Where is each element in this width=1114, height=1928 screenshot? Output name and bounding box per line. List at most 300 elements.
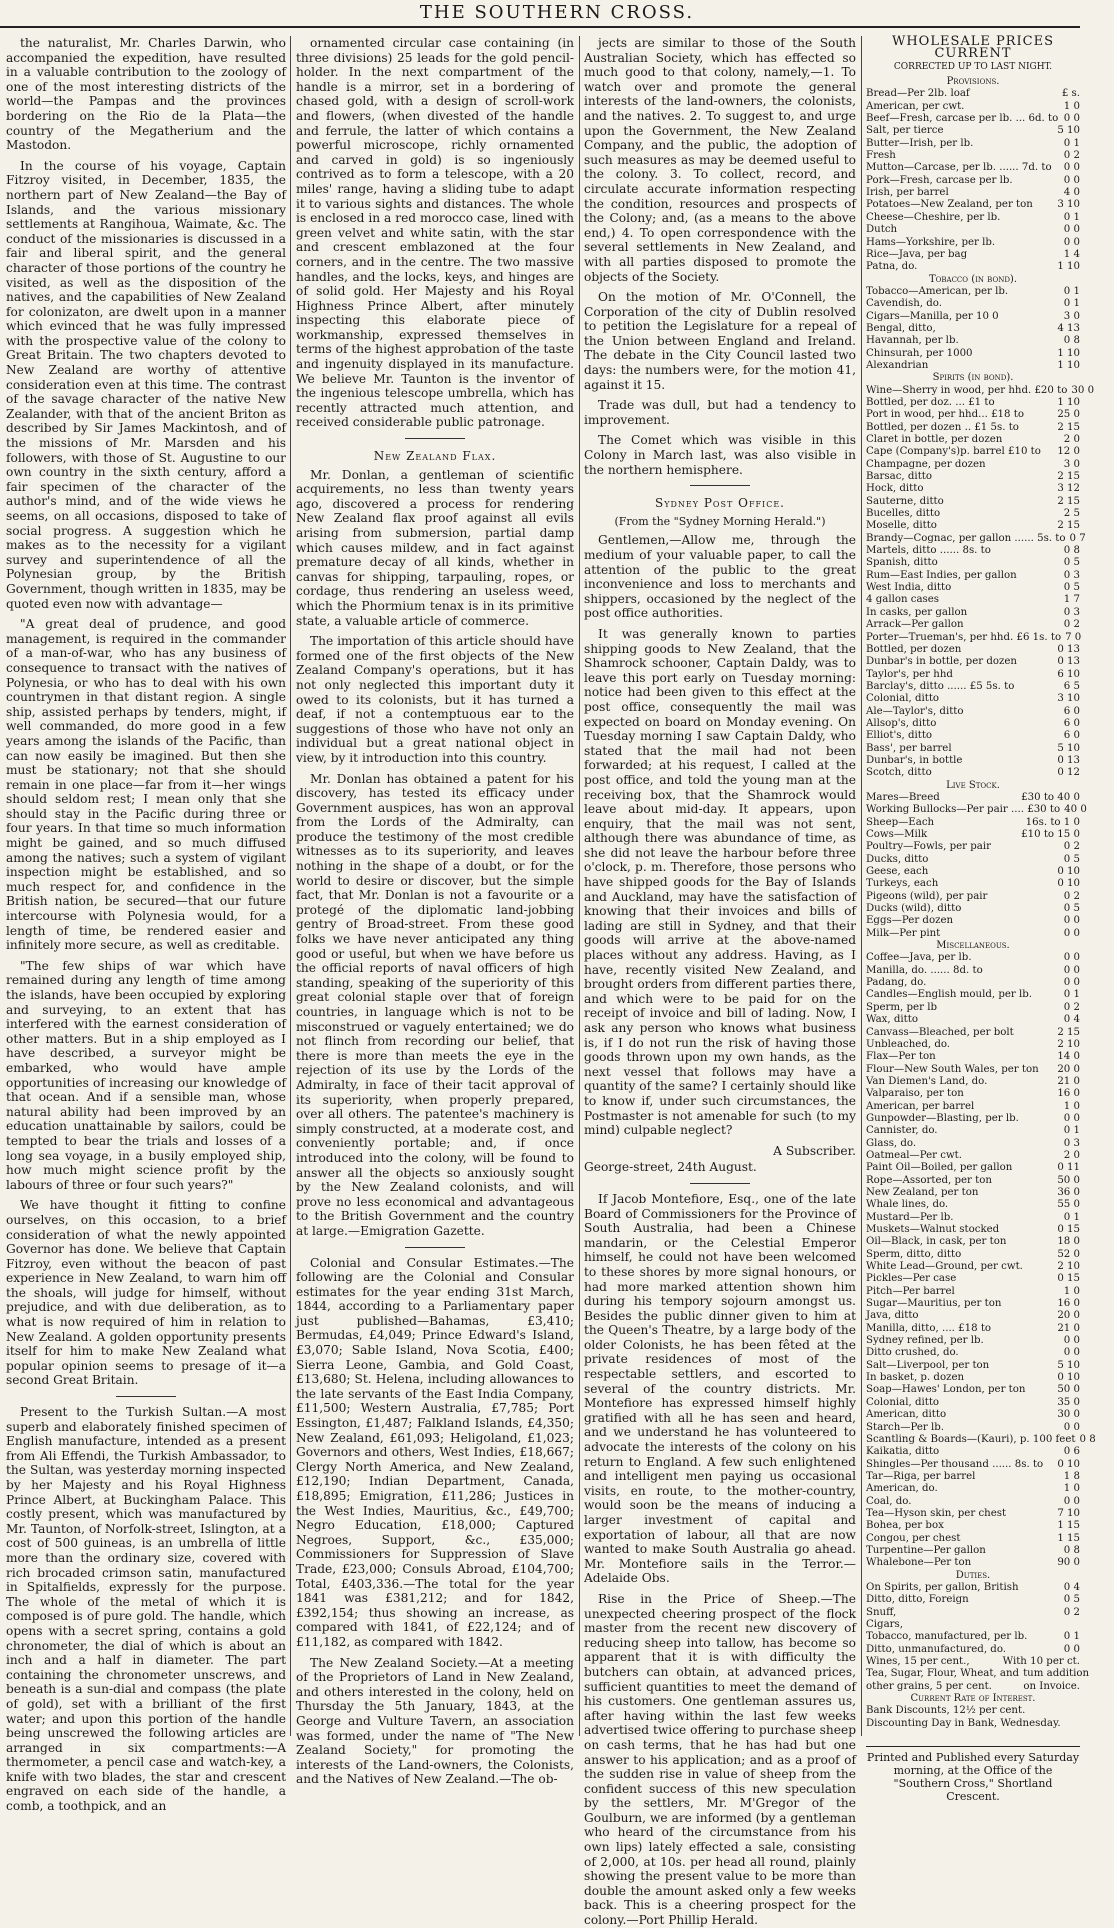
price-value: 20 0 xyxy=(1057,1063,1080,1075)
price-item: other grains, 5 per cent. xyxy=(866,1680,992,1692)
price-item: Bottled, per dozen .. £1 5s. to xyxy=(866,421,1019,433)
price-row xyxy=(866,632,1080,644)
price-value: 0 5 xyxy=(1063,903,1080,915)
price-row xyxy=(866,792,1080,804)
price-row xyxy=(866,520,1080,532)
price-row xyxy=(866,977,1080,989)
price-item: Irish, per barrel xyxy=(866,187,949,199)
column-divider xyxy=(861,36,862,1736)
price-value: 0 5 xyxy=(1063,557,1080,569)
price-value: 3 0 xyxy=(1063,310,1080,322)
price-value: 0 3 xyxy=(1063,1137,1080,1149)
price-value: 1 0 xyxy=(1063,1285,1080,1297)
price-row xyxy=(866,928,1080,940)
price-row xyxy=(866,1138,1080,1150)
price-row xyxy=(866,1224,1080,1236)
price-item: Sydney refined, per lb. xyxy=(866,1335,984,1347)
price-value: 5 10 xyxy=(1057,1359,1080,1371)
price-row xyxy=(866,138,1080,150)
price-value: 4 13 xyxy=(1057,322,1080,334)
price-item: Bread—Per 2lb. loaf xyxy=(866,88,970,100)
price-item: Dunbar's in bottle, per dozen xyxy=(866,656,1017,668)
price-item: Turpentine—Per gallon xyxy=(866,1544,986,1556)
price-row xyxy=(866,1236,1080,1248)
price-value: 0 8 xyxy=(1063,1544,1080,1556)
price-row xyxy=(866,1039,1080,1051)
price-value: 2 15 xyxy=(1057,421,1080,433)
price-value: 0 4 xyxy=(1063,1581,1080,1593)
price-value: 0 13 xyxy=(1057,656,1080,668)
price-item: Rum—East Indies, per gallon xyxy=(866,569,1017,581)
price-row xyxy=(866,804,1087,816)
price-item: Cigars—Manilla, per 10 0 xyxy=(866,310,999,322)
price-row xyxy=(866,1014,1080,1026)
price-item: Kaikatia, ditto xyxy=(866,1446,940,1458)
price-value: 0 0 xyxy=(1063,964,1080,976)
price-item: Oil—Black, in cask, per ton xyxy=(866,1236,1007,1248)
price-value: 0 15 xyxy=(1057,1273,1080,1285)
article-paragraph: The Comet which was visible in this Colony in March last, was also visible in the northern hemisphere. xyxy=(584,433,856,477)
price-row xyxy=(866,1298,1080,1310)
price-row xyxy=(866,1422,1080,1434)
price-item: Cannister, do. xyxy=(866,1125,938,1137)
price-item: Whalebone—Per ton xyxy=(866,1557,972,1569)
price-item: Muskets—Walnut stocked xyxy=(866,1224,1000,1235)
price-item: Geese, each xyxy=(866,866,929,878)
price-item: Sperm, per lb xyxy=(866,1001,937,1013)
price-value xyxy=(1076,1718,1080,1730)
price-item: On Spirits, per gallon, British xyxy=(866,1581,1019,1593)
price-value: 0 0 xyxy=(1063,1643,1080,1655)
price-value: 20 0 xyxy=(1057,1310,1080,1322)
price-value: 16 0 xyxy=(1057,1298,1080,1310)
price-row xyxy=(866,582,1080,594)
price-item: Starch—Per lb. xyxy=(866,1421,945,1433)
price-item: Barclay's, ditto ...... £5 5s. to xyxy=(866,680,1015,692)
price-value: 1 0 xyxy=(1063,1100,1080,1112)
price-item: New Zealand, per ton xyxy=(866,1186,979,1198)
price-item: Flax—Per ton xyxy=(866,1051,936,1063)
price-item: Ditto, ditto, Foreign xyxy=(866,1594,969,1606)
price-value: 30 0 xyxy=(1071,384,1095,396)
price-value: 0 1 xyxy=(1063,137,1080,149)
price-value: 16 0 xyxy=(1057,1088,1080,1100)
price-value: 0 0 xyxy=(1063,927,1080,939)
price-value: 50 0 xyxy=(1057,1384,1080,1396)
article-paragraph: If Jacob Montefiore, Esq., one of the late Board of Commissioners for the Province of South Australia, had been a Chinese mandarin, or the Celestial Emperor himself, he could not have been welcomed to these shores by more signal honours, or had more marked attention shown him during his tempory sojourn amongst us. Besides the public dinner given to him at the Queen's Theatre, by a large body of the older Colonists, he has been fêted at the private residences of most of the respectable settlers, and escorted to several of the country districts. Mr. Montefiore has expressed himself highly gratified with all he has seen and heard, and we understand he has volunteered to advocate the interests of the colony on his return to England. A few such enlightened and intelligent men paying us occasional visits, en route, to the mother-country, would soon be the means of inducing a larger investment of capital and exportation of labour, all that are now wanted to make South Australia go ahead. Mr. Montefiore sails in the Terror.—Adelaide Obs. xyxy=(584,1191,856,1586)
price-row xyxy=(866,1261,1080,1273)
price-value: 0 10 xyxy=(1057,866,1080,878)
column-divider xyxy=(579,36,580,1736)
price-item: Moselle, ditto xyxy=(866,520,937,532)
price-item: Sugar—Mauritius, per ton xyxy=(866,1298,1002,1310)
price-value: 1 10 xyxy=(1057,359,1080,371)
price-value: 2 10 xyxy=(1057,1261,1080,1273)
price-row xyxy=(866,1631,1080,1643)
price-value: 0 7 xyxy=(1069,532,1086,544)
price-section-heading: Provisions. xyxy=(946,76,1000,88)
price-value: 3 10 xyxy=(1057,693,1080,705)
price-row xyxy=(866,471,1080,483)
price-row xyxy=(866,261,1080,273)
price-item: Cape (Company's)p. barrel £10 to xyxy=(866,446,1041,458)
price-item: Brandy—Cognac, per gallon ...... 5s. to xyxy=(866,532,1066,544)
price-row xyxy=(866,1459,1080,1471)
price-item: In basket, p. dozen xyxy=(866,1372,965,1384)
price-item: Padang, do. xyxy=(866,977,927,989)
price-row xyxy=(866,150,1080,162)
price-value: 0 12 xyxy=(1057,767,1080,779)
price-item: Fresh xyxy=(866,150,896,162)
price-item: Wax, ditto xyxy=(866,1014,918,1026)
price-row xyxy=(866,989,1080,1001)
section-rule xyxy=(690,485,750,486)
price-item: Elliot's, ditto xyxy=(866,730,933,742)
price-value: 4 0 xyxy=(1063,187,1080,199)
price-sections xyxy=(866,76,1096,1730)
price-row xyxy=(866,212,1080,224)
price-row xyxy=(866,1594,1080,1606)
article-paragraph: In the course of his voyage, Captain Fitzroy visited, in December, 1835, the northern part of New Zealand—the Bay of Islands, and the various missionary settlements at Rangihoua, Waimate, &c. The conduct of the missionaries is discussed in a fair and liberal spirit, and the general character of those portions of the country he visited, as well as the disposition of the natives, and the capabilities of New Zealand for colonizaton, are dwelt upon in a manner which evinced that he was fully impressed with the prospective value of the colony to Great Britain. The two chapters devoted to New Zealand are worthy of attentive consideration even at this time. The contrast of the savage character of the native New Zealander, with that of the ancient Briton as described by Sir James Mackintosh, and of the missions of Mr. Marsden and his followers, with those of St. Augustine to our own country in the sixth century, afford a fair specimen of the character of the author's mind, and of the wide views he seems, on all occasions, disposed to take of social progress. A suggestion which he makes as to the necessity for a vigilant survey and superintendence of all the Polynesian group, by the British Government, though written in 1835, may be quoted even now with advantage— xyxy=(6,158,286,611)
price-row xyxy=(866,1347,1080,1359)
article-paragraph: The importation of this article should have formed one of the first objects of the New Zealand Company's operations, but it has not only neglected this important duty it owed to its colonists, but it has turned a deaf, if not a contemptuous ear to the suggestions of those who have not only an individual but a great national object in view, by it introduction into this country. xyxy=(296,634,574,765)
price-value: 6 10 xyxy=(1057,668,1080,680)
price-row xyxy=(866,1656,1080,1668)
price-row xyxy=(866,1668,1090,1680)
price-value: 5 10 xyxy=(1057,742,1080,754)
price-item: Mutton—Carcase, per lb. ...... 7d. to xyxy=(866,162,1052,174)
price-value: 3 12 xyxy=(1057,483,1080,495)
price-section-heading: Tobacco (in bond). xyxy=(928,273,1018,285)
article-paragraph: Mr. Donlan, a gentleman of scientific acquirements, no less than twenty years ago, discovered a process for rendering New Zealand flax proof against all evils arising from submersion, partial damp which causes mildew, and in fact against premature decay of all kinds, whether in canvas for shipping, tarpauling, ropes, or cordage, thus rendering an useless weed, which the Phormium tenax is in its primitive state, a valuable article of commerce. xyxy=(296,467,574,628)
price-value: 7 10 xyxy=(1057,1507,1080,1519)
price-value: 0 5 xyxy=(1063,582,1080,594)
letter-date: George-street, 24th August. xyxy=(584,1160,757,1175)
price-row xyxy=(866,891,1080,903)
price-item: Turkeys, each xyxy=(866,878,939,890)
price-row xyxy=(866,1162,1080,1174)
price-row xyxy=(866,335,1080,347)
price-row xyxy=(866,730,1080,742)
price-item: Van Diemen's Land, do. xyxy=(866,1075,988,1087)
price-row xyxy=(866,1310,1080,1322)
price-item: Ducks, ditto xyxy=(866,853,929,865)
price-item: Cavendish, do. xyxy=(866,298,942,310)
price-value: £30 to 40 0 xyxy=(1021,791,1080,803)
price-item: Wines, 15 per cent., xyxy=(866,1656,970,1668)
price-value: 0 0 xyxy=(1063,915,1080,927)
price-value: 14 0 xyxy=(1057,1051,1080,1063)
price-item: Valparaiso, per ton xyxy=(866,1088,964,1100)
price-item: Sperm, ditto, ditto xyxy=(866,1248,962,1260)
price-value: 0 0 xyxy=(1063,174,1080,186)
price-value: 2 5 xyxy=(1063,508,1080,520)
price-value: 0 1 xyxy=(1063,1631,1080,1643)
price-value: 0 0 xyxy=(1063,236,1080,248)
price-row xyxy=(866,286,1080,298)
price-item: Champagne, per dozen xyxy=(866,458,986,470)
price-value xyxy=(1076,1705,1080,1717)
price-section-heading: Live Stock. xyxy=(946,779,1000,791)
price-value: 40 0 xyxy=(1064,804,1087,816)
price-row xyxy=(866,866,1080,878)
price-item: Porter—Trueman's, per hhd. £6 1s. to xyxy=(866,631,1062,643)
price-value: 0 3 xyxy=(1063,569,1080,581)
price-row xyxy=(866,360,1080,372)
price-item: Milk—Per pint xyxy=(866,927,941,939)
price-item: Allsop's, ditto xyxy=(866,717,937,729)
price-value: 2 15 xyxy=(1057,471,1080,483)
price-value: 3 0 xyxy=(1063,458,1080,470)
price-row xyxy=(866,1101,1080,1113)
price-row xyxy=(866,841,1080,853)
price-row xyxy=(866,249,1080,261)
price-item: Taylor's, per hhd xyxy=(866,668,953,680)
price-item: Glass, do. xyxy=(866,1137,917,1149)
price-item: West India, ditto xyxy=(866,582,952,594)
price-value: tum addition xyxy=(1023,1668,1090,1680)
price-item: Mares—Breed xyxy=(866,791,940,803)
price-section-heading: Spirits (in bond). xyxy=(932,372,1014,384)
price-item: Dunbar's, in bottle xyxy=(866,754,963,766)
price-row xyxy=(866,644,1080,656)
price-item: Bottled, per doz. ... £1 to xyxy=(866,396,995,408)
price-row xyxy=(866,237,1080,249)
price-item: Spanish, ditto xyxy=(866,557,938,569)
price-item: Rice—Java, per bag xyxy=(866,248,968,260)
price-row xyxy=(866,409,1080,421)
price-row xyxy=(866,1002,1080,1014)
price-row xyxy=(866,1718,1080,1730)
price-row xyxy=(866,101,1080,113)
price-row xyxy=(866,1681,1080,1693)
price-value: 90 0 xyxy=(1057,1557,1080,1569)
price-value: 0 10 xyxy=(1057,1372,1080,1384)
price-value: 0 0 xyxy=(1063,1347,1080,1359)
article-paragraph: the naturalist, Mr. Charles Darwin, who accompanied the expedition, have resulted in a valuable contribution to the zoology of one of the most interesting districts of the world—the Pampas and the provinces bordering on the Rio de la Plata—the country of the Megatherium and the Mastodon. xyxy=(6,36,286,153)
price-row xyxy=(866,693,1080,705)
price-item: White Lead—Ground, per cwt. xyxy=(866,1261,1023,1273)
article-paragraph: Present to the Turkish Sultan.—A most superb and elaborately finished specimen of English manufacture, intended as a present from Ali Effendi, the Turkish Ambassador, to the Sultan, was yesterday morning inspected by her Majesty and his Royal Highness Prince Albert, at Buckingham Palace. This costly present, which was manufactured by Mr. Taunton, of Norfolk-street, Islington, at a cost of 500 guineas, is an umbrella of little more than the ordinary size, covered with rich brocaded crimson satin, manufactured in Spitalfields, expressly for the purpose. The whole of the metal of which it is composed is of pure gold. The handle, which opens with a secret spring, contains a gold chronometer, the dial of which is about an inch and a half in diameter. The part containing the chronometer unscrews, and beneath is a sun-dial and compass (the plate of gold), set with a brilliant of the first water; and upon this portion of the handle being unscrewed the following articles are arranged in six compartments:—A thermometer, a pencil case and watch-key, a knife with two blades, the star and crescent engraved on each side of the handle, a comb, a toothpick, and an xyxy=(6,1405,286,1814)
letter-signature: A Subscriber. xyxy=(773,1143,856,1158)
price-item: Martels, ditto ...... 8s. to xyxy=(866,545,991,557)
price-item: Tobacco—American, per lb. xyxy=(866,285,1009,297)
article-paragraph: ornamented circular case containing (in three divisions) 25 leads for the gold pencil-holder. In the next compartment of the handle is a mirror, set in a bordering of chased gold, with a design of scroll-work and flowers, (when divested of the handle and ferrule, the latter of which contains a powerful microscope, richly ornamented and carved in gold) is so ingeniously contrived as to form a telescope, with a 20 miles' range, having a sliding tube to adapt it to various sights and distances. The whole is enclosed in a red morocco case, lined with green velvet and white satin, with the star and crescent emblazoned at the four corners, and in the centre. The two massive handles, and the locks, keys, and hinges are of solid gold. Her Majesty and his Royal Highness Prince Albert, after minutely inspecting this elaborate piece of workmanship, expressed themselves in terms of the highest approbation of the taste and ingenuity displayed in its manufacture. We believe Mr. Taunton is the inventor of the ingenious telescope umbrella, which has recently attracted much attention, and received considerable public patronage. xyxy=(296,36,574,430)
price-row xyxy=(866,434,1080,446)
imprint-footer: Printed and Published every Saturday morning, at the Office of the "Southern Cross," Shortland Crescent. xyxy=(866,1746,1080,1803)
price-item: Pitch—Per barrel xyxy=(866,1285,955,1297)
price-item: Port in wood, per hhd... £18 to xyxy=(866,409,1024,421)
price-item: Cows—Milk xyxy=(866,829,928,840)
price-value: 0 15 xyxy=(1057,1224,1080,1235)
price-section-heading: Miscellaneous. xyxy=(936,940,1010,952)
article-paragraph: Rise in the Price of Sheep.—The unexpected cheering prospect of the flock master from the recent new discovery of reducing sheep into tallow, has become so apparent that it is with difficulty the butchers can obtain, at advanced prices, sufficient quantities to meet the demand of his customers. One gentleman assures us, after having within the last few weeks advertised twice offering to purchase sheep on cash terms, that he has had but one answer to his application; and as a proof of the sudden rise in value of sheep from the confident success of this new speculation by the settlers, Mr. M'Gregor of the Goulburn, we are informed (by a gentleman who heard of the circumstance from his own lips) lately effected a sale, consisting of 2,000, at 10s. per head all round, plainly showing the present value to be more than double the amount asked only a few weeks back. This is a cheering prospect for the colony.—Port Phillip Herald. xyxy=(584,1591,856,1928)
price-item: Ducks (wild), ditto xyxy=(866,903,962,915)
price-value: 0 0 xyxy=(1063,113,1080,125)
price-row xyxy=(866,446,1080,458)
price-item: Arrack—Per gallon xyxy=(866,619,964,631)
price-item: Sheep—Each xyxy=(866,816,935,828)
price-item: Ale—Taylor's, ditto xyxy=(866,705,964,717)
price-row xyxy=(866,854,1080,866)
price-row xyxy=(866,1187,1080,1199)
price-value: 2 15 xyxy=(1057,520,1080,532)
article-paragraph: On the motion of Mr. O'Connell, the Corporation of the city of Dublin resolved to petition the Legislature for a repeal of the Union between England and Ireland. The debate in the City Council lasted two days: the numbers were, for the motion 41, against it 15. xyxy=(584,290,856,392)
price-value: 12 0 xyxy=(1057,446,1080,458)
price-item: Soap—Hawes' London, per ton xyxy=(866,1384,1026,1396)
price-row xyxy=(866,594,1080,606)
masthead: THE SOUTHERN CROSS. xyxy=(419,2,695,23)
price-value: 5 10 xyxy=(1057,125,1080,137)
price-value: 0 2 xyxy=(1063,150,1080,162)
price-item: Mustard—Per lb. xyxy=(866,1211,954,1223)
price-row xyxy=(866,224,1080,236)
price-value: 0 0 xyxy=(1063,977,1080,989)
price-value: 6 0 xyxy=(1063,717,1080,729)
price-value: 1 10 xyxy=(1057,261,1080,273)
price-value: 0 8 xyxy=(1079,1433,1096,1445)
price-value: 6 5 xyxy=(1063,680,1080,692)
price-value: 1 4 xyxy=(1063,248,1080,260)
price-item: Ditto crushed, do. xyxy=(866,1347,959,1359)
price-item: Gunpowder—Blasting, per lb. xyxy=(866,1112,1019,1124)
price-item: Barsac, ditto xyxy=(866,471,933,483)
article-paragraph: Mr. Donlan has obtained a patent for his discovery, has tested its efficacy under Government auspices, has won an approval from the Lords of the Admiralty, can produce the testimony of the most credible witnesses as to its superiority, and leaves nothing in the shape of a doubt, or for the world to desire or discover, but the simple fact, that Mr. Donlan is not a favourite or a protegé of the diplomatic land-jobbing gentry of Broad-street. From these good folks we have never anticipated any thing good or useful, but when we have before us the official reports of naval officers of high standing, speaking of the superiority of this great colonial staple over that of foreign countries, in language which is not to be misconstrued or vaguely entertained; we do not flinch from recording our belief, that there is more than meets the eye in the rejection of its use by the Lords of the Admiralty, in face of their tacit approval of its superiority, when properly prepared, over all others. The patentee's machinery is simply constructed, at a moderate cost, and conveniently portable; and, if once introduced into the colony, will be found to answer all the objects so anxiously sought by the New Zealand colonists, and will prove no less economical and advantageous to the British Government and the country at large.—Emigration Gazette. xyxy=(296,771,574,1238)
price-item: Bohea, per box xyxy=(866,1520,944,1532)
price-row xyxy=(866,199,1080,211)
price-value: £10 to 15 0 xyxy=(1021,829,1080,840)
price-value: 1 0 xyxy=(1063,100,1080,112)
column-divider xyxy=(290,36,291,1736)
price-item: Salt—Liverpool, per ton xyxy=(866,1359,990,1371)
price-value: 52 0 xyxy=(1057,1248,1080,1260)
price-value: 55 0 xyxy=(1057,1199,1080,1211)
price-value: 2 15 xyxy=(1057,1026,1080,1038)
article-paragraph: Trade was dull, but had a tendency to improvement. xyxy=(584,398,856,427)
price-value: 35 0 xyxy=(1057,1396,1080,1408)
price-value: 0 2 xyxy=(1063,890,1080,902)
price-row xyxy=(866,1705,1080,1717)
price-item: Paint Oil—Boiled, per gallon xyxy=(866,1162,1013,1174)
price-item: Beef—Fresh, carcase per lb. ... 6d. to xyxy=(866,113,1059,125)
price-row xyxy=(866,1433,1096,1446)
price-value: 30 0 xyxy=(1057,1409,1080,1421)
price-value: 0 8 xyxy=(1063,545,1080,557)
price-value: 0 3 xyxy=(1063,606,1080,618)
price-row xyxy=(866,1619,1080,1631)
price-value: 2 0 xyxy=(1063,434,1080,445)
price-row xyxy=(866,681,1080,693)
column-2 xyxy=(296,36,574,1787)
price-item: Cigars, xyxy=(866,1619,903,1630)
price-row xyxy=(866,1249,1080,1261)
price-row xyxy=(866,903,1080,915)
price-item: Bottled, per dozen xyxy=(866,643,962,655)
price-row xyxy=(866,1644,1080,1656)
price-value: 0 13 xyxy=(1057,754,1080,766)
article-paragraph: The New Zealand Society.—At a meeting of the Proprietors of Land in New Zealand, and others interested in the colony, held on Thursday the 5th January, 1843, at the George and Vulture Tavern, an association was formed, under the name of "The New Zealand Society," for promoting the interests of the Land-owners, the Colonists, and the Natives of New Zealand.—The ob- xyxy=(296,1655,574,1787)
price-item: Working Bullocks—Per pair .... £30 to xyxy=(866,804,1061,816)
price-row xyxy=(866,348,1080,360)
price-item: Bass', per barrel xyxy=(866,742,952,754)
price-row xyxy=(866,1372,1080,1384)
prices-title: WHOLESALE PRICES CURRENT xyxy=(891,34,1055,62)
price-value: 0 0 xyxy=(1063,1495,1080,1507)
price-item: 4 gallon cases xyxy=(866,594,940,606)
price-value: 0 0 xyxy=(1063,952,1080,964)
price-value: 1 7 xyxy=(1063,594,1080,606)
price-value: 21 0 xyxy=(1057,1075,1080,1087)
price-row xyxy=(866,1088,1080,1100)
price-item: Dutch xyxy=(866,224,898,236)
article-paragraph: It was generally known to parties shipping goods to New Zealand, that the Shamrock schooner, Captain Daldy, was to leave this port early on Tuesday morning: notice had been given to this effect at the post office, consequently the mail was expected on board on Monday evening. On Tuesday morning I saw Captain Daldy, who stated that the mail had not been forwarded; at his request, I called at the post office, and told the young man at the receiving box, that the Shamrock would leave about mid-day. It appears, upon enquiry, that the mail was not sent, although there was abundance of time, as she did not leave the harbour before three o'clock, p. m. Therefore, those persons who have shipped goods for the Bay of Islands and Auckland, may have the satisfaction of knowing that their invoices and bills of lading are still in Sydney, and that their goods will arrive at the above-named places without any address. Having, as I have, recently visited New Zealand, and brought orders from different parties there, and which were to be paid for on the receipt of invoice and bill of lading. Now, I ask any person who knows what business is, if I do not run the risk of having those goods thrown upon my own hands, as the next vessel that follows may have a quantity of the same? I certainly should like to know if, under such circumstances, the Postmaster is not amenable for such (to my mind) culpable neglect? xyxy=(584,626,856,1138)
price-value: on Invoice. xyxy=(1023,1680,1080,1692)
price-value: 18 0 xyxy=(1057,1236,1080,1248)
price-item: Alexandrian xyxy=(866,359,929,371)
price-value: 0 10 xyxy=(1057,878,1080,890)
price-item: Butter—Irish, per lb. xyxy=(866,137,974,149)
sydney-heading: Sydney Post Office. xyxy=(655,496,785,511)
price-row xyxy=(866,125,1080,137)
price-item: Hock, ditto xyxy=(866,483,924,495)
price-item: Discounting Day in Bank, Wednesday. xyxy=(866,1717,1061,1729)
price-row xyxy=(866,1360,1080,1372)
price-value: 0 2 xyxy=(1063,1001,1080,1013)
price-row xyxy=(866,175,1080,187)
price-item: Canvass—Bleached, per bolt xyxy=(866,1026,1014,1038)
price-row xyxy=(866,669,1080,681)
price-row xyxy=(866,656,1080,668)
price-value xyxy=(1076,1619,1080,1631)
price-item: Salt, per tierce xyxy=(866,125,944,137)
section-rule xyxy=(405,1247,465,1248)
price-row xyxy=(866,483,1080,495)
price-item: Pigeons (wild), per pair xyxy=(866,890,988,902)
price-value: 0 0 xyxy=(1063,1335,1080,1347)
price-value: 2 10 xyxy=(1057,1038,1080,1050)
price-row xyxy=(866,965,1080,977)
price-row xyxy=(866,422,1080,434)
section-rule xyxy=(690,1183,750,1184)
price-row xyxy=(866,298,1080,310)
price-value: 0 1 xyxy=(1063,989,1080,1001)
price-row xyxy=(866,570,1080,582)
price-value: £ s. xyxy=(1061,88,1080,100)
price-row xyxy=(866,619,1080,631)
price-item: American, do. xyxy=(866,1483,938,1495)
price-row xyxy=(866,829,1080,841)
column-1 xyxy=(6,36,286,1814)
price-value: 6 0 xyxy=(1063,705,1080,717)
article-paragraph: Colonial and Consular Estimates.—The following are the Colonial and Consular estimates for the year ending 31st March, 1844, according to a Parliamentary paper just published—Bahamas, £3,410; Bermudas, £4,049; Prince Edward's Island, £3,070; Sable Island, Nova Scotia, £400; Sierra Leone, Gambia, and Gold Coast, £13,680; St. Helena, including allowances to the late servants of the East India Company, £11,500; Western Australia, £7,785; Port Essington, £1,487; Falkland Islands, £4,350; New Zealand, £61,093; Heligoland, £1,023; Governors and others, West Indies, £18,667; Clergy North America, and New Zealand, £12,190; Indian Department, Canada, £18,895; Emigration, £11,286; Justices in the West Indies, Mauritius, &c., £49,700; Negro Education, £18,000; Captured Negroes, Support, &c., £35,000; Commissioners for Suppression of Slave Trade, £23,000; Consuls Abroad, £104,700; Total, £403,336.—The total for the year 1841 was £381,212; and for 1842, £392,154; thus showing an increase, as compared with 1841, of £22,124; and of £11,182, as compared with 1842. xyxy=(296,1255,574,1649)
price-item: American, per cwt. xyxy=(866,100,965,112)
price-row xyxy=(866,311,1080,323)
price-row xyxy=(866,878,1080,890)
price-row xyxy=(866,1027,1080,1039)
price-value: 3 10 xyxy=(1057,199,1080,211)
price-value: 0 0 xyxy=(1063,1421,1080,1433)
price-item: Tea, Sugar, Flour, Wheat, and xyxy=(866,1668,1020,1680)
price-item: Pork—Fresh, carcase per lb. xyxy=(866,174,1013,186)
price-row xyxy=(866,817,1080,829)
price-row xyxy=(866,1125,1080,1137)
price-row xyxy=(866,1557,1080,1569)
price-row xyxy=(866,162,1080,174)
price-value: 0 1 xyxy=(1063,285,1080,297)
article-paragraph: Gentlemen,—Allow me, through the medium of your valuable paper, to call the attention of the public to the great inconvenience and loss to merchants and shippers, occasioned by the neglect of the post office authorities. xyxy=(584,533,856,621)
price-row xyxy=(866,1175,1080,1187)
price-row xyxy=(866,767,1080,779)
